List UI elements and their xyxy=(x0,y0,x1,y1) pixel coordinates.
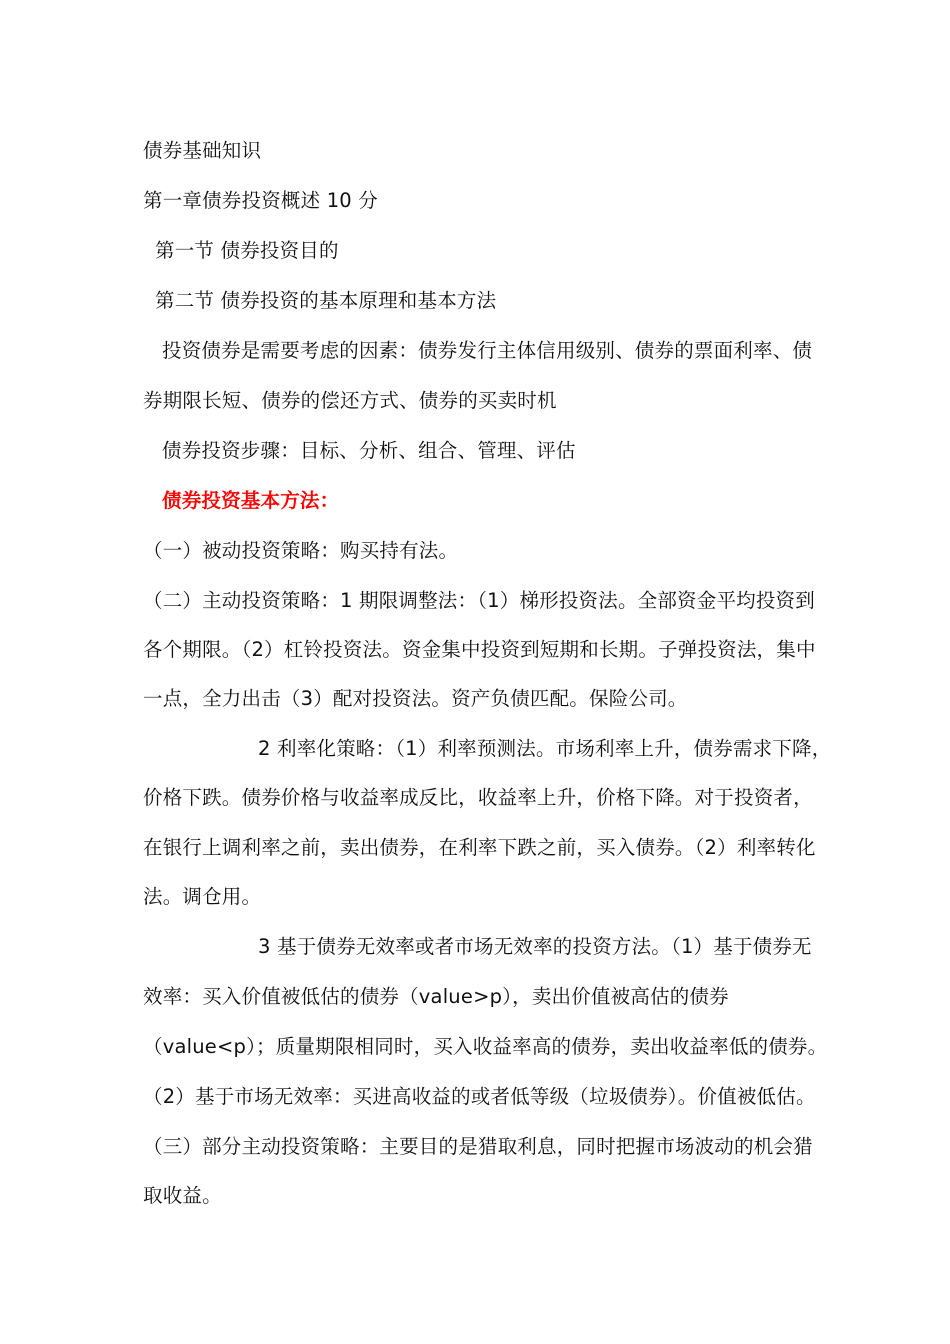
paragraph-line: （二）主动投资策略：1 期限调整法：（1）梯形投资法。全部资金平均投资到 xyxy=(143,589,815,612)
section-heading-1: 第一节 债券投资目的 xyxy=(155,239,339,262)
paragraph-line: 2 利率化策略：（1）利率预测法。市场利率上升，债券需求下降， xyxy=(258,737,832,760)
paragraph-line: 券期限长短、债券的偿还方式、债券的买卖时机 xyxy=(143,389,557,412)
paragraph-line: （2）基于市场无效率：买进高收益的或者低等级（垃圾债券）。价值被低估。 xyxy=(143,1085,816,1108)
paragraph-line: 债券投资步骤：目标、分析、组合、管理、评估 xyxy=(162,439,576,462)
paragraph-line: 各个期限。（2）杠铃投资法。资金集中投资到短期和长期。子弹投资法，集中 xyxy=(143,638,816,661)
section-heading-2: 第二节 债券投资的基本原理和基本方法 xyxy=(155,289,497,312)
paragraph-line: （一）被动投资策略：购买持有法。 xyxy=(143,539,459,562)
paragraph-line: 在银行上调利率之前，卖出债券，在利率下跌之前，买入债券。（2）利率转化 xyxy=(143,836,816,859)
paragraph-line: 一点，全力出击（3）配对投资法。资产负债匹配。保险公司。 xyxy=(143,687,688,710)
chapter-heading: 第一章债券投资概述 10 分 xyxy=(143,189,379,212)
paragraph-line: 价格下跌。债券价格与收益率成反比，收益率上升，价格下降。对于投资者， xyxy=(143,786,813,809)
paragraph-line: 3 基于债券无效率或者市场无效率的投资方法。（1）基于债券无 xyxy=(258,935,812,958)
document-title: 债券基础知识 xyxy=(143,139,262,162)
paragraph-line: 投资债券是需要考虑的因素：债券发行主体信用级别、债券的票面利率、债 xyxy=(162,339,813,362)
paragraph-line: （三）部分主动投资策略：主要目的是猎取利息，同时把握市场波动的机会猎 xyxy=(143,1135,813,1158)
paragraph-line: （value<p）；质量期限相同时，买入收益率高的债券，卖出收益率低的债券。 xyxy=(143,1035,828,1058)
paragraph-line: 法。调仓用。 xyxy=(143,885,262,908)
methods-heading: 债券投资基本方法： xyxy=(162,489,340,512)
paragraph-line: 效率：买入价值被低估的债券（value>p），卖出价值被高估的债券 xyxy=(143,985,729,1008)
paragraph-line: 取收益。 xyxy=(143,1184,222,1207)
